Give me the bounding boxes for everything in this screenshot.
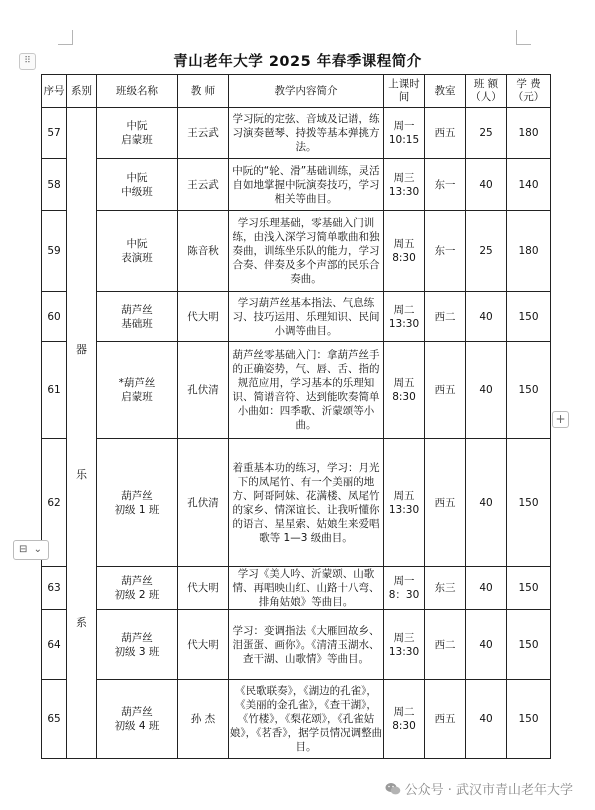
tuition-fee: 150 bbox=[507, 342, 551, 439]
class-name: 葫芦丝 初级 1 班 bbox=[97, 439, 178, 567]
class-name: 中阮 启蒙班 bbox=[97, 108, 178, 159]
course-content[interactable]: 学习阮的定弦、音域及记谱，练习演奏琶琴、持拨等基本弹挑方法。 bbox=[229, 108, 384, 159]
table-row bbox=[42, 108, 551, 159]
header-dept: 系别 bbox=[67, 75, 97, 108]
header-class: 班级名称 bbox=[97, 75, 178, 108]
classroom: 西二 bbox=[425, 610, 466, 680]
department-char: 器 bbox=[76, 343, 87, 356]
classroom: 东一 bbox=[425, 211, 466, 292]
tuition-fee: 140 bbox=[507, 159, 551, 211]
teacher-name: 代大明 bbox=[178, 610, 229, 680]
teacher-name: 孔伏清 bbox=[178, 439, 229, 567]
classroom: 西五 bbox=[425, 108, 466, 159]
class-time: 周一 10:15 bbox=[384, 108, 425, 159]
course-table bbox=[41, 74, 551, 759]
teacher-name: 王云武 bbox=[178, 159, 229, 211]
course-content[interactable]: 葫芦丝零基础入门：拿葫芦丝手的正确姿势，气、唇、舌、指的规范应用，学习基本的乐理知识、简谱音符、达到能吹奏简单小曲如：四季歌、沂蒙颂等小曲。 bbox=[229, 342, 384, 439]
class-quota: 25 bbox=[466, 108, 507, 159]
add-icon[interactable]: + bbox=[552, 411, 569, 428]
tuition-fee: 180 bbox=[507, 211, 551, 292]
class-quota: 25 bbox=[466, 211, 507, 292]
department-char: 乐 bbox=[76, 468, 87, 481]
tuition-fee: 150 bbox=[507, 610, 551, 680]
course-content[interactable]: 《民歌联奏》，《湖边的孔雀》，《美丽的金孔雀》，《查干湖》，《竹楼》，《梨花颂》，《孔雀姑娘》，《茗香》，据学员情况调整曲目。 bbox=[229, 680, 384, 759]
classroom: 西五 bbox=[425, 439, 466, 567]
chevron-down-icon: ⌄ bbox=[33, 544, 42, 555]
table-row bbox=[42, 567, 551, 610]
header-no: 序号 bbox=[42, 75, 67, 108]
classroom: 东一 bbox=[425, 159, 466, 211]
table-row bbox=[42, 680, 551, 759]
header-time: 上课时间 bbox=[384, 75, 425, 108]
row-no: 62 bbox=[42, 439, 67, 567]
table-header-row bbox=[42, 75, 551, 108]
classroom: 东三 bbox=[425, 567, 466, 610]
class-name: 葫芦丝 初级 4 班 bbox=[97, 680, 178, 759]
crop-mark-top-left bbox=[58, 30, 73, 45]
class-time: 周五 8:30 bbox=[384, 342, 425, 439]
teacher-name: 代大明 bbox=[178, 567, 229, 610]
watermark-text: 公众号 · 武汉市青山老年大学 bbox=[404, 783, 573, 798]
class-name: 葫芦丝 基础班 bbox=[97, 292, 178, 342]
course-content[interactable]: 着重基本功的练习，学习：月光下的凤尾竹、有一个美丽的地方、阿哥阿妹、花满楼、凤尾竹的家乡、情深谊长、让我听懂你的语言、星星索、姑娘生来爱唱歌等 1—3 级曲目。 bbox=[229, 439, 384, 567]
teacher-name: 孔伏清 bbox=[178, 342, 229, 439]
row-no: 60 bbox=[42, 292, 67, 342]
course-content[interactable]: 学习葫芦丝基本指法、气息练习、技巧运用、乐理知识、民间小调等曲目。 bbox=[229, 292, 384, 342]
teacher-name: 王云武 bbox=[178, 108, 229, 159]
class-name: 葫芦丝 初级 3 班 bbox=[97, 610, 178, 680]
class-time: 周一 8：30 bbox=[384, 567, 425, 610]
teacher-name: 代大明 bbox=[178, 292, 229, 342]
class-time: 周五 8:30 bbox=[384, 211, 425, 292]
classroom: 西五 bbox=[425, 342, 466, 439]
row-no: 64 bbox=[42, 610, 67, 680]
layout-icon: ⊟ bbox=[19, 544, 28, 555]
crop-mark-top-right bbox=[516, 30, 531, 45]
course-content[interactable]: 中阮的“轮、滑”基础训练，灵活自如地掌握中阮演奏技巧，学习相关等曲目。 bbox=[229, 159, 384, 211]
class-time: 周五 13:30 bbox=[384, 439, 425, 567]
row-no: 65 bbox=[42, 680, 67, 759]
class-quota: 40 bbox=[466, 610, 507, 680]
row-no: 61 bbox=[42, 342, 67, 439]
department-char: 系 bbox=[76, 616, 87, 629]
header-teacher: 教 师 bbox=[178, 75, 229, 108]
class-quota: 40 bbox=[466, 342, 507, 439]
class-name: 葫芦丝 初级 2 班 bbox=[97, 567, 178, 610]
header-fee: 学 费（元） bbox=[507, 75, 551, 108]
class-time: 周二 13:30 bbox=[384, 292, 425, 342]
tuition-fee: 180 bbox=[507, 108, 551, 159]
header-content: 教学内容简介 bbox=[229, 75, 384, 108]
class-time: 周二 8:30 bbox=[384, 680, 425, 759]
table-row bbox=[42, 439, 551, 567]
layout-button[interactable] bbox=[13, 540, 49, 560]
teacher-name: 孙 杰 bbox=[178, 680, 229, 759]
class-time: 周三 13:30 bbox=[384, 610, 425, 680]
class-quota: 40 bbox=[466, 292, 507, 342]
department-cell bbox=[67, 108, 97, 759]
tuition-fee: 150 bbox=[507, 567, 551, 610]
classroom: 西二 bbox=[425, 292, 466, 342]
drag-handle-icon[interactable]: ⠿ bbox=[19, 53, 36, 70]
tuition-fee: 150 bbox=[507, 439, 551, 567]
class-quota: 40 bbox=[466, 159, 507, 211]
tuition-fee: 150 bbox=[507, 292, 551, 342]
course-content[interactable]: 学习乐理基础，零基础入门训练，由浅入深学习简单歌曲和独奏曲，训练坐乐队的能力，学习合奏、伴奏及多个声部的民乐合奏曲。 bbox=[229, 211, 384, 292]
course-content[interactable]: 学习《美人吟、沂蒙颂、山歌情、再唱映山红、山路十八弯、排角姑娘》等曲目。 bbox=[229, 567, 384, 610]
table-row bbox=[42, 211, 551, 292]
tuition-fee: 150 bbox=[507, 680, 551, 759]
header-room: 教室 bbox=[425, 75, 466, 108]
table-row bbox=[42, 292, 551, 342]
row-no: 63 bbox=[42, 567, 67, 610]
class-quota: 40 bbox=[466, 439, 507, 567]
classroom: 西五 bbox=[425, 680, 466, 759]
class-quota: 40 bbox=[466, 567, 507, 610]
class-time: 周三 13:30 bbox=[384, 159, 425, 211]
header-quota: 班 额（人） bbox=[466, 75, 507, 108]
wechat-icon bbox=[385, 782, 401, 796]
class-name: *葫芦丝 启蒙班 bbox=[97, 342, 178, 439]
row-no: 59 bbox=[42, 211, 67, 292]
row-no: 58 bbox=[42, 159, 67, 211]
class-name: 中阮 表演班 bbox=[97, 211, 178, 292]
teacher-name: 陈音秋 bbox=[178, 211, 229, 292]
page-title: 青山老年大学 2025 年春季课程简介 bbox=[173, 54, 422, 70]
watermark bbox=[385, 779, 573, 798]
class-name: 中阮 中级班 bbox=[97, 159, 178, 211]
class-quota: 40 bbox=[466, 680, 507, 759]
table-row bbox=[42, 159, 551, 211]
table-row bbox=[42, 342, 551, 439]
table-row bbox=[42, 610, 551, 680]
course-content[interactable]: 学习：变调指法《大雁回故乡、泪蛋蛋、画你》。《清清玉湖水、查干湖、山歌情》等曲目。 bbox=[229, 610, 384, 680]
row-no: 57 bbox=[42, 108, 67, 159]
